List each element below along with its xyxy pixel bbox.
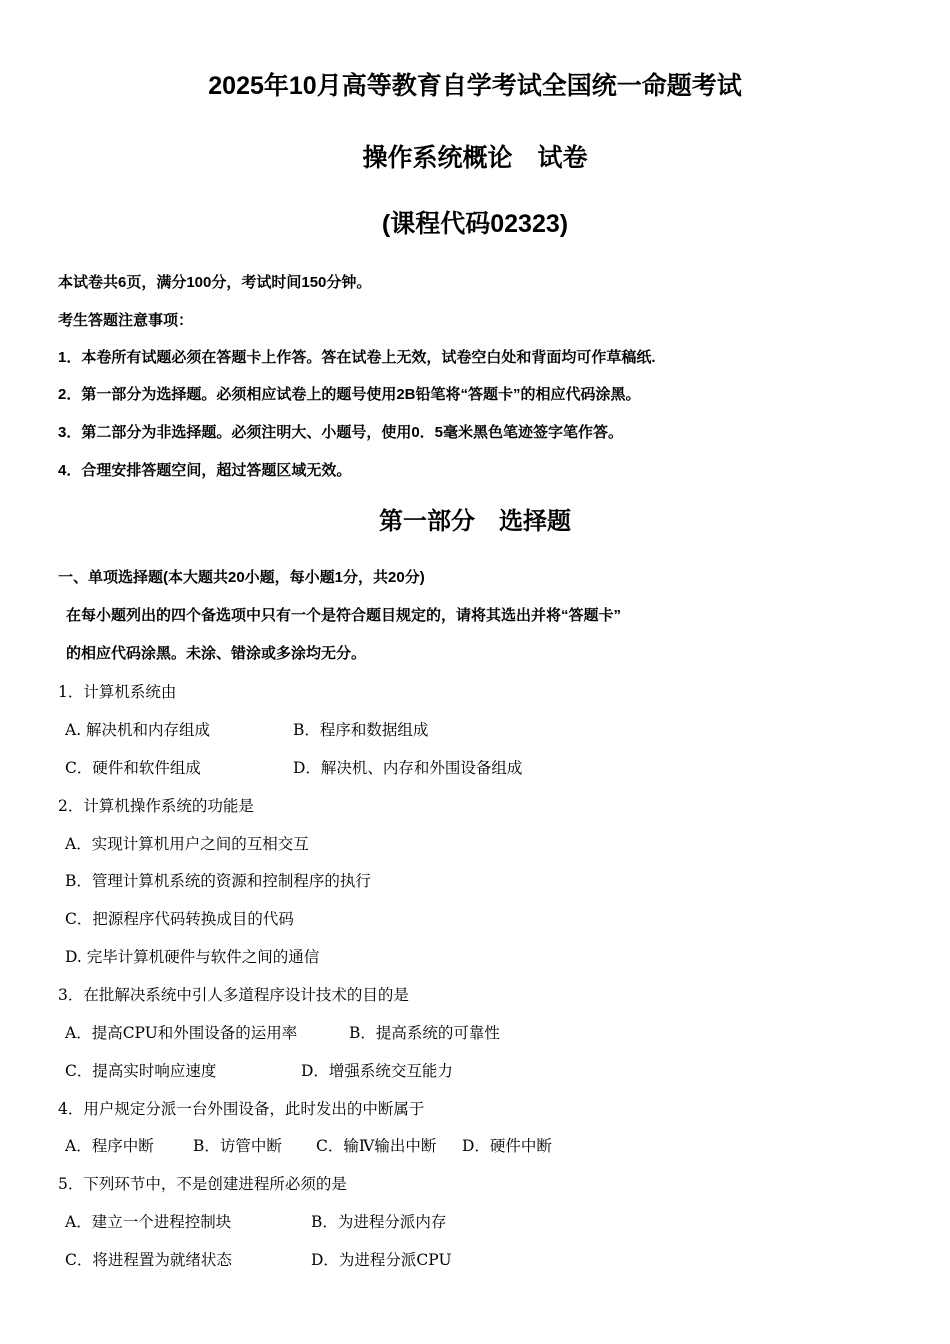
option-d: D. 完毕计算机硬件与软件之间的通信: [65, 948, 320, 966]
section-instruction: 在每小题列出的四个备选项中只有一个是符合题目规定的，请将其选出并将“答题卡”: [66, 607, 622, 624]
option-b: B．访管中断: [193, 1137, 282, 1155]
option-d: D．解决机、内存和外围设备组成: [293, 759, 523, 777]
option-c: C．提高实时响应速度: [65, 1062, 217, 1080]
paper-title: 操作系统概论 试卷: [362, 144, 588, 172]
question-stem: 5．下列环节中，不是创建进程所必须的是: [58, 1175, 347, 1193]
option-d: D．为进程分派CPU: [311, 1251, 452, 1269]
option-a: A．提高CPU和外围设备的运用率: [65, 1024, 298, 1042]
option-a: A．程序中断: [65, 1137, 154, 1155]
exam-title: 2025年10月高等教育自学考试全国统一命题考试: [208, 72, 742, 100]
option-c: C．硬件和软件组成: [65, 759, 201, 777]
note-item: 4．合理安排答题空间，超过答题区域无效。: [58, 462, 352, 479]
option-b: B．程序和数据组成: [293, 721, 429, 739]
course-code: (课程代码02323): [381, 210, 569, 238]
option-a: A. 解决机和内存组成: [65, 721, 211, 739]
exam-summary: 本试卷共6页，满分100分，考试时间150分钟。: [58, 274, 372, 291]
note-item: 3．第二部分为非选择题。必须注明大、小题号，使用0．5毫米黑色笔迹签字笔作答。: [58, 424, 624, 441]
question-stem: 3．在批解决系统中引人多道程序设计技术的目的是: [58, 986, 409, 1004]
question-stem: 1．计算机系统由: [58, 683, 177, 701]
section-heading: 一、单项选择题(本大题共20小题，每小题1分，共20分): [58, 569, 425, 586]
option-c: C．把源程序代码转换成目的代码: [65, 910, 294, 928]
option-a: A．建立一个进程控制块: [65, 1213, 232, 1231]
question-stem: 2．计算机操作系统的功能是: [58, 797, 254, 815]
section-instruction: 的相应代码涂黑。未涂、错涂或多涂均无分。: [66, 645, 367, 662]
option-a: A．实现计算机用户之间的互相交互: [65, 835, 309, 853]
notes-heading: 考生答题注意事项：: [58, 312, 194, 329]
option-b: B．提高系统的可靠性: [349, 1024, 500, 1042]
part-title: 第一部分 选择题: [379, 508, 571, 535]
option-d: D．硬件中断: [462, 1137, 552, 1155]
question-stem: 4．用户规定分派一台外围设备，此时发出的中断属于: [58, 1100, 425, 1118]
option-b: B．管理计算机系统的资源和控制程序的执行: [65, 872, 371, 890]
note-item: 1．本卷所有试题必须在答题卡上作答。答在试卷上无效，试卷空白处和背面均可作草稿纸.: [58, 349, 656, 366]
option-c: C．输Ⅳ输出中断: [316, 1137, 437, 1155]
option-b: B．为进程分派内存: [311, 1213, 447, 1231]
note-item: 2．第一部分为选择题。必须相应试卷上的题号使用2B铅笔将“答题卡”的相应代码涂黑。: [58, 386, 641, 403]
option-d: D．增强系统交互能力: [301, 1062, 453, 1080]
option-c: C．将进程置为就绪状态: [65, 1251, 232, 1269]
